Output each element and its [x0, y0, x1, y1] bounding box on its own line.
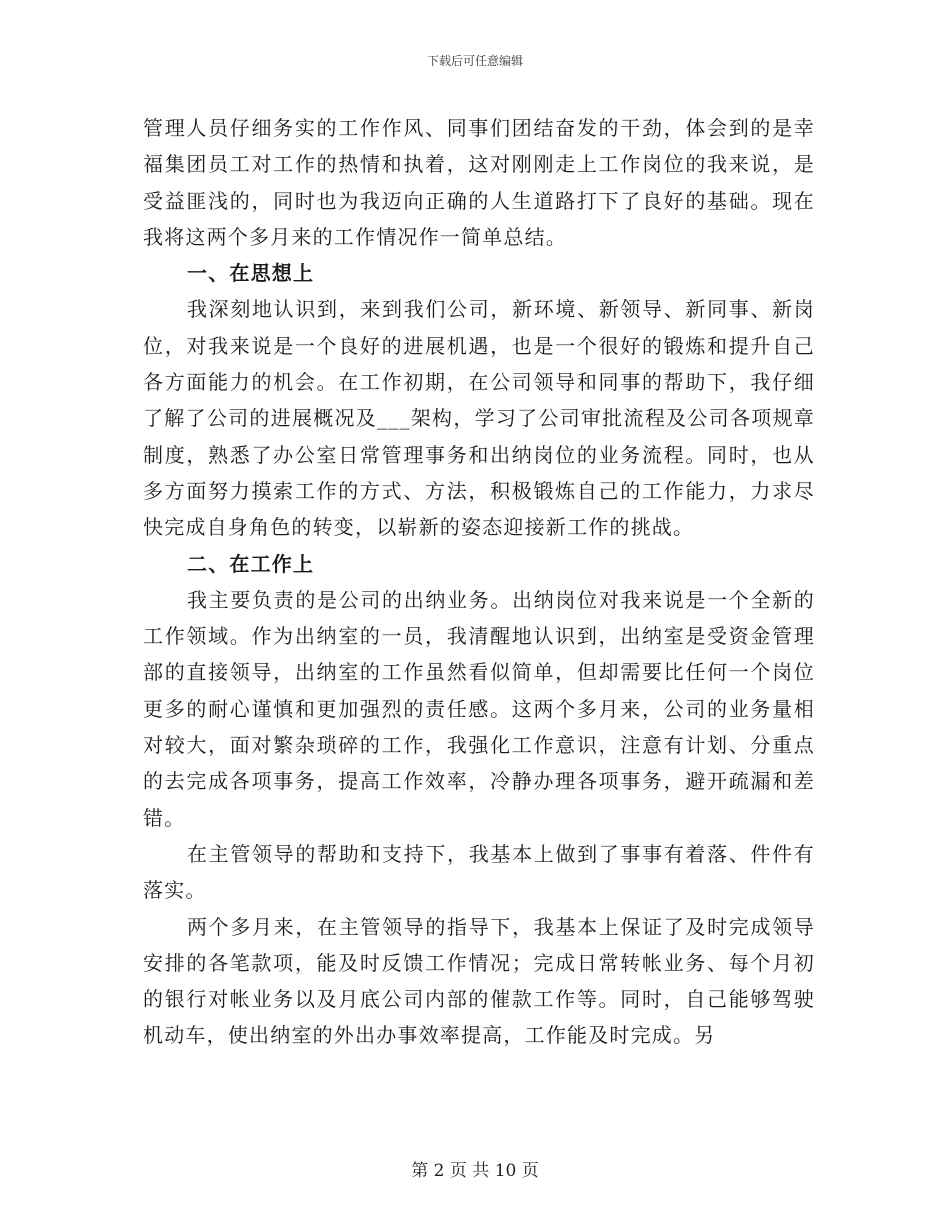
document-body — [143, 110, 815, 1054]
paragraph-work-support: 在主管领导的帮助和支持下，我基本上做到了事事有着落、件件有落实。 — [143, 841, 815, 903]
page-header: 下载后可任意编辑 — [426, 54, 523, 68]
section-heading-thought: 一、在思想上 — [187, 261, 315, 286]
paragraph-intro: 管理人员仔细务实的工作作风、同事们团结奋发的干劲，体会到的是幸福集团员工对工作的热情和执着，这对刚刚走上工作岗位的我来说，是受益匪浅的，同时也为我迈向正确的人生道路打下了良好的基础。现在我将这两个多月来的工作情况作一简单总结。 — [143, 116, 815, 249]
page-number: 第 2 页 共 10 页 — [411, 1161, 539, 1181]
section-heading-work: 二、在工作上 — [187, 551, 315, 576]
paragraph-thought: 我深刻地认识到，来到我们公司，新环境、新领导、新同事、新岗位，对我来说是一个良好的进展机遇，也是一个很好的锻炼和提升自己各方面能力的机会。在工作初期，在公司领导和同事的帮助下，我仔细了解了公司的进展概况及___架构，学习了公司审批流程及公司各项规章制度，熟悉了办公室日常管理事务和出纳岗位的业务流程。同时，也从多方面努力摸索工作的方式、方法，积极锻炼自己的工作能力，力求尽快完成自身角色的转变，以崭新的姿态迎接新工作的挑战。 — [143, 297, 815, 540]
paragraph-work-summary: 两个多月来，在主管领导的指导下，我基本上保证了及时完成领导安排的各笔款项，能及时反馈工作情况；完成日常转帐业务、每个月初的银行对帐业务以及月底公司内部的催款工作等。同时，自己能够驾驶机动车，使出纳室的外出办事效率提高，工作能及时完成。另 — [143, 914, 815, 1048]
paragraph-work-duties: 我主要负责的是公司的出纳业务。出纳岗位对我来说是一个全新的工作领域。作为出纳室的一员，我清醒地认识到，出纳室是受资金管理部的直接领导，出纳室的工作虽然看似简单，但却需要比任何一个岗位更多的耐心谨慎和更加强烈的责任感。这两个多月来，公司的业务量相对较大，面对繁杂琐碎的工作，我强化工作意识，注意有计划、分重点的去完成各项事务，提高工作效率，冷静办理各项事务，避开疏漏和差错。 — [143, 587, 815, 830]
